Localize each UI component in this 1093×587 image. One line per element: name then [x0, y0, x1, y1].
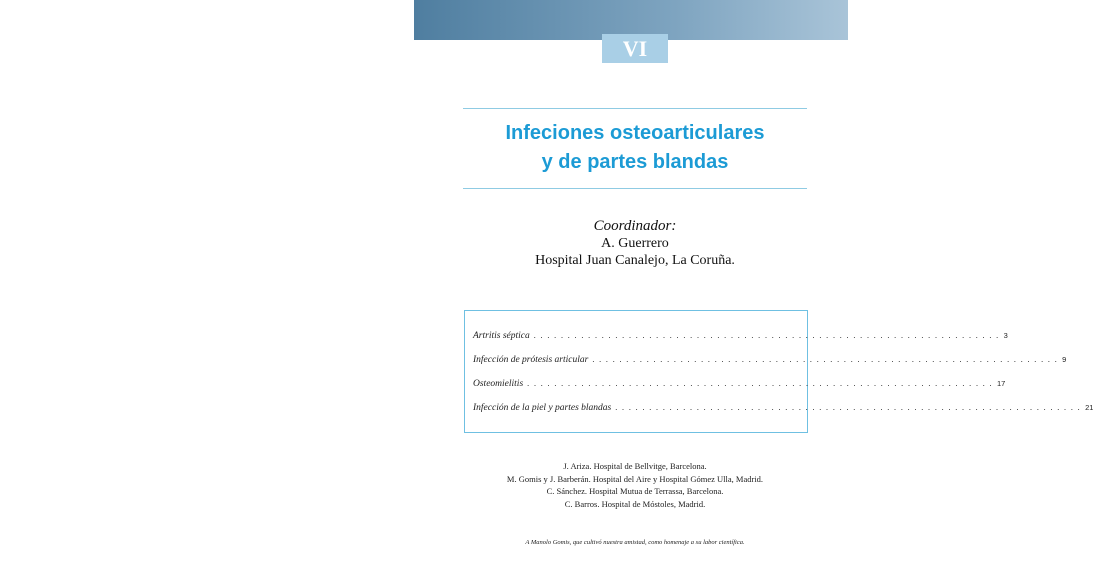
- toc-leader-dots: . . . . . . . . . . . . . . . . . . . . . . . . . . . . . . . . . . . . . . . . . . . . . . . . . . . . . . . . . . . . . . . . . . . . .: [527, 379, 993, 388]
- toc-leader-dots: . . . . . . . . . . . . . . . . . . . . . . . . . . . . . . . . . . . . . . . . . . . . . . . . . . . . . . . . . . . . . . . . . . . . .: [615, 403, 1082, 412]
- title-bottom-rule: [463, 188, 807, 189]
- coordinator-block: [463, 218, 807, 269]
- toc-item-page: 21: [1085, 403, 1093, 412]
- authors-list: [463, 460, 807, 510]
- table-of-contents: [464, 310, 1093, 433]
- toc-item[interactable]: [473, 353, 1067, 367]
- toc-item-page: 9: [1062, 355, 1067, 364]
- author-line: C. Sánchez. Hospital Mutua de Terrassa, Barcelona.: [546, 486, 724, 496]
- toc-item[interactable]: [473, 401, 1093, 415]
- toc-item-title: Osteomielitis: [473, 379, 524, 389]
- chapter-title: [463, 119, 807, 177]
- title-top-rule: [463, 108, 807, 109]
- toc-item[interactable]: [473, 377, 1006, 391]
- author-line: J. Ariza. Hospital de Bellvitge, Barcelona.: [563, 461, 707, 471]
- toc-item[interactable]: [473, 329, 1008, 343]
- chapter-title-line-1: Infeciones osteoarticulares: [505, 122, 765, 144]
- author-line: C. Barros. Hospital de Móstoles, Madrid.: [564, 498, 706, 509]
- toc-leader-dots: . . . . . . . . . . . . . . . . . . . . . . . . . . . . . . . . . . . . . . . . . . . . . . . . . . . . . . . . . . . . . . . . . . . . .: [533, 331, 1000, 340]
- author-line: M. Gomis y J. Barberán. Hospital del Aire y Hospital Gómez Ulla, Madrid.: [506, 473, 764, 484]
- toc-item-page: 3: [1003, 331, 1008, 340]
- toc-leader-dots: . . . . . . . . . . . . . . . . . . . . . . . . . . . . . . . . . . . . . . . . . . . . . . . . . . . . . . . . . . . . . . . . . . . . .: [592, 355, 1059, 364]
- dedication: A Manolo Gomis, que cultivó nuestra amistad, como homenaje a su labor científica.: [525, 539, 745, 546]
- chapter-number-badge: VI: [602, 34, 668, 63]
- chapter-title-line-2: y de partes blandas: [541, 151, 729, 173]
- coordinator-name: A. Guerrero: [601, 236, 669, 251]
- coordinator-role: Coordinador:: [593, 218, 677, 234]
- toc-item-title: Infección de la piel y partes blandas: [473, 403, 612, 413]
- toc-item-title: Artritis séptica: [473, 331, 530, 341]
- toc-item-page: 17: [996, 379, 1006, 388]
- coordinator-affiliation: Hospital Juan Canalejo, La Coruña.: [535, 253, 735, 268]
- toc-item-title: Infección de prótesis articular: [473, 355, 589, 365]
